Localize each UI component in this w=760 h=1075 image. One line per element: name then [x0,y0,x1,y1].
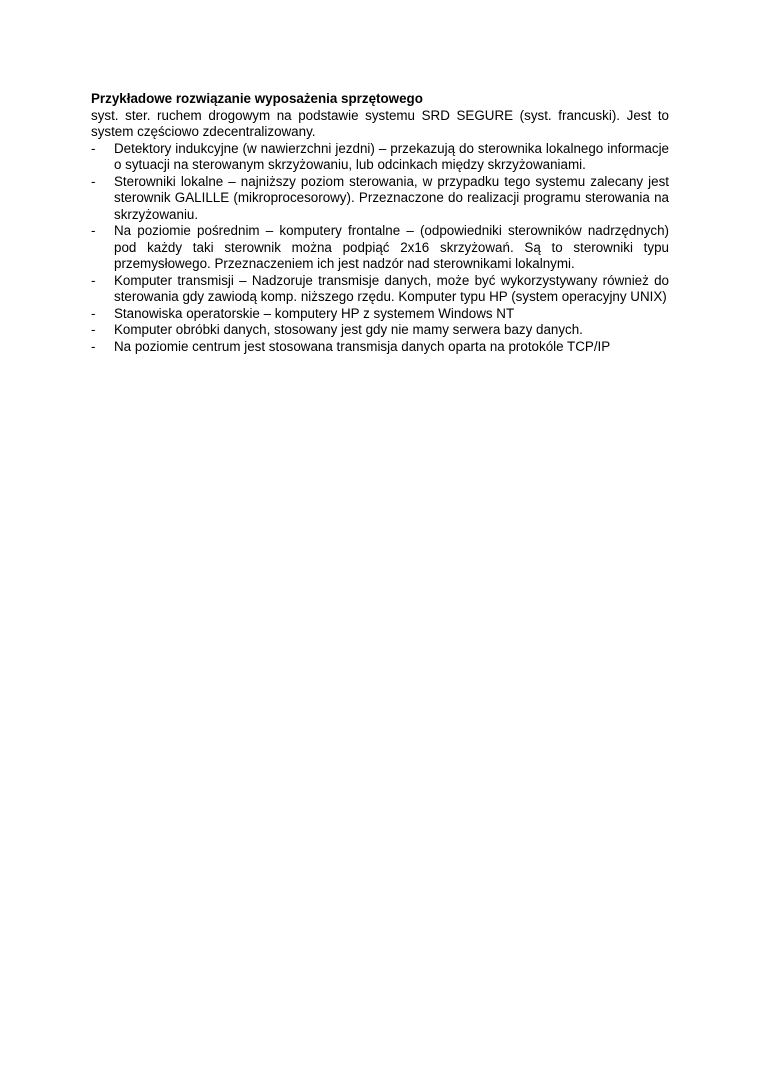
bullet-dash: - [91,305,96,321]
bullet-dash: - [91,140,96,156]
document-body [91,91,669,355]
list-item [91,306,669,323]
list-item [91,339,669,356]
bullet-dash: - [91,223,96,238]
list-item-text: Komputer obróbki danych, stosowany jest gdy nie mamy serwera bazy danych. [114,322,583,337]
list-item-text: Komputer transmisji – Nadzoruje transmisje danych, może być wykorzystywany również do sterowania gdy zawiodą komp. niższego rzędu. Komputer typu HP (system operacyjny UNIX) [114,272,669,304]
list-item [91,223,669,273]
list-item [91,174,669,224]
intro-paragraph: syst. ster. ruchem drogowym na podstawie systemu SRD SEGURE (syst. francuski). Jest to system częściowo zdecentralizowany. [91,107,669,139]
document-heading: Przykładowe rozwiązanie wyposażenia sprzętowego [91,91,423,106]
list-item [91,141,669,174]
list-item-text: Stanowiska operatorskie – komputery HP z systemem Windows NT [114,305,515,321]
bullet-list [91,141,669,356]
list-item-text: Detektory indukcyjne (w nawierzchni jezdni) – przekazują do sterownika lokalnego informacje o sytuacji na sterowanym skrzyżowaniu, lub odcinkach między skrzyżowaniami. [114,140,669,172]
list-item [91,273,669,306]
bullet-dash: - [91,173,96,189]
bullet-dash: - [91,272,96,288]
list-item [91,322,669,339]
list-item-text: Sterowniki lokalne – najniższy poziom sterowania, w przypadku tego systemu zalecany jest sterownik GALILLE (mikroprocesorowy). Przeznaczone do realizacji programu sterowania na skrzyżowaniu. [114,173,669,222]
list-item-text: Na poziomie pośrednim – komputery frontalne – (odpowiedniki sterowników nadrzędnych) pod każdy taki sterownik można podpiąć 2x16 skrzyżowań. Są to sterowniki typu przemysłowego. Przeznaczeniem ich jest nadzór nad sterownikami lokalnymi. [114,223,669,271]
bullet-dash: - [91,322,96,337]
bullet-dash: - [91,338,96,354]
list-item-text: Na poziomie centrum jest stosowana transmisja danych oparta na protokóle TCP/IP [114,338,611,354]
